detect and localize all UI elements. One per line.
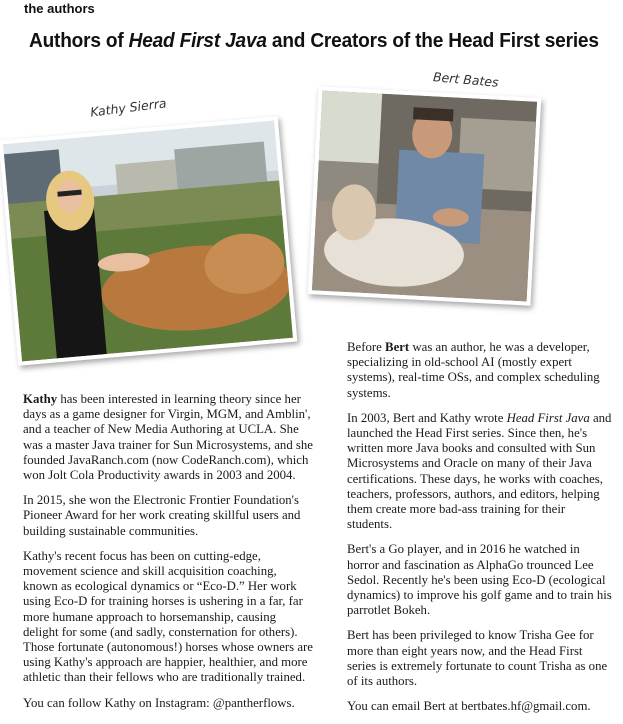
page-title — [29, 29, 599, 53]
bert-name: Bert — [385, 340, 410, 354]
kathy-bio-p4: You can follow Kathy on Instagram: @pantherflows. — [23, 695, 295, 710]
bert-bio — [347, 340, 612, 724]
kathy-bio-p1 — [23, 392, 313, 483]
kathy-bio-p2: In 2015, she won the Electronic Frontier Foundation's Pioneer Award for her work creating skillful users and building sustainable communities. — [23, 493, 301, 538]
bert-bio-p2-text: and launched the Head First series. Since then, he's written more Java books and consulted with Sun Microsystems and Oracle on many of their Java certifications. These days, he works with coaches, teachers, professors, authors, and editors, helping them create more bad-ass training for their students. — [347, 410, 612, 532]
bert-bio-book: Head First Java — [506, 410, 590, 425]
kathy-name: Kathy — [23, 392, 58, 406]
bert-bio-p3: Bert's a Go player, and in 2016 he watched in horror and fascination as AlphaGo trounced Lee Sedol. Recently he's been using Eco-D (ecological dynamics) to improve his golf game and to train his parrotlet Bokeh. — [347, 542, 612, 618]
kathy-bio — [23, 392, 313, 721]
bert-bio-p4: Bert has been privileged to know Trisha Gee for more than eight years now, and the Head First series is extremely fortunate to count Trisha as one of its authors. — [347, 628, 608, 689]
bert-photo-caption: Bert Bates — [432, 69, 500, 90]
bert-bio-p1-pre: Before — [347, 340, 386, 354]
title-prefix: Authors of — [29, 29, 129, 52]
kathy-bio-p3: Kathy's recent focus has been on cutting-edge, movement science and skill acquisition coaching, known as ecological dynamics or “Eco-D.” Her work using Eco-D for training horses is ushering in a far, far more humane approach to horsemanship, causing delight for some (and sadly, consternation for others). Those fortunate (autonomous!) horses whose owners are using Kathy's approach are happier, healthier, and more athletic than their fellows who are traditionally trained. — [23, 548, 313, 685]
title-book: Head First Java — [128, 29, 267, 52]
bert-bio-p1 — [347, 340, 612, 401]
kathy-bio-p1-text: has been interested in learning theory since her days as a game designer for Virgin, MGM, and Amblin', and a teacher of New Media Authoring at UCLA. She was a master Java trainer for Sun Microsystems, and she founded JavaRanch.com (now CodeRanch.com), which won Jolt Cola Productivity awards in 2003 and 2004. — [23, 392, 313, 483]
bert-bio-p5: You can email Bert at bertbates.hf@gmail.com. — [347, 699, 591, 714]
bert-photo-image — [312, 91, 537, 302]
bert-bio-p1-text: was an author, he was a developer, specializing in old-school AI (mostly expert systems), real-time OSs, and complex scheduling systems. — [347, 340, 600, 400]
bert-bio-p2 — [347, 411, 612, 533]
kathy-photo-image — [3, 121, 293, 362]
bert-bio-p2-pre: In 2003, Bert and Kathy wrote — [347, 410, 507, 425]
kathy-photo — [0, 116, 297, 366]
kathy-photo-caption: Kathy Sierra — [89, 95, 168, 120]
section-label: the authors — [24, 1, 95, 16]
title-suffix: and Creators of the Head First series — [266, 29, 599, 52]
bert-photo — [308, 86, 542, 305]
